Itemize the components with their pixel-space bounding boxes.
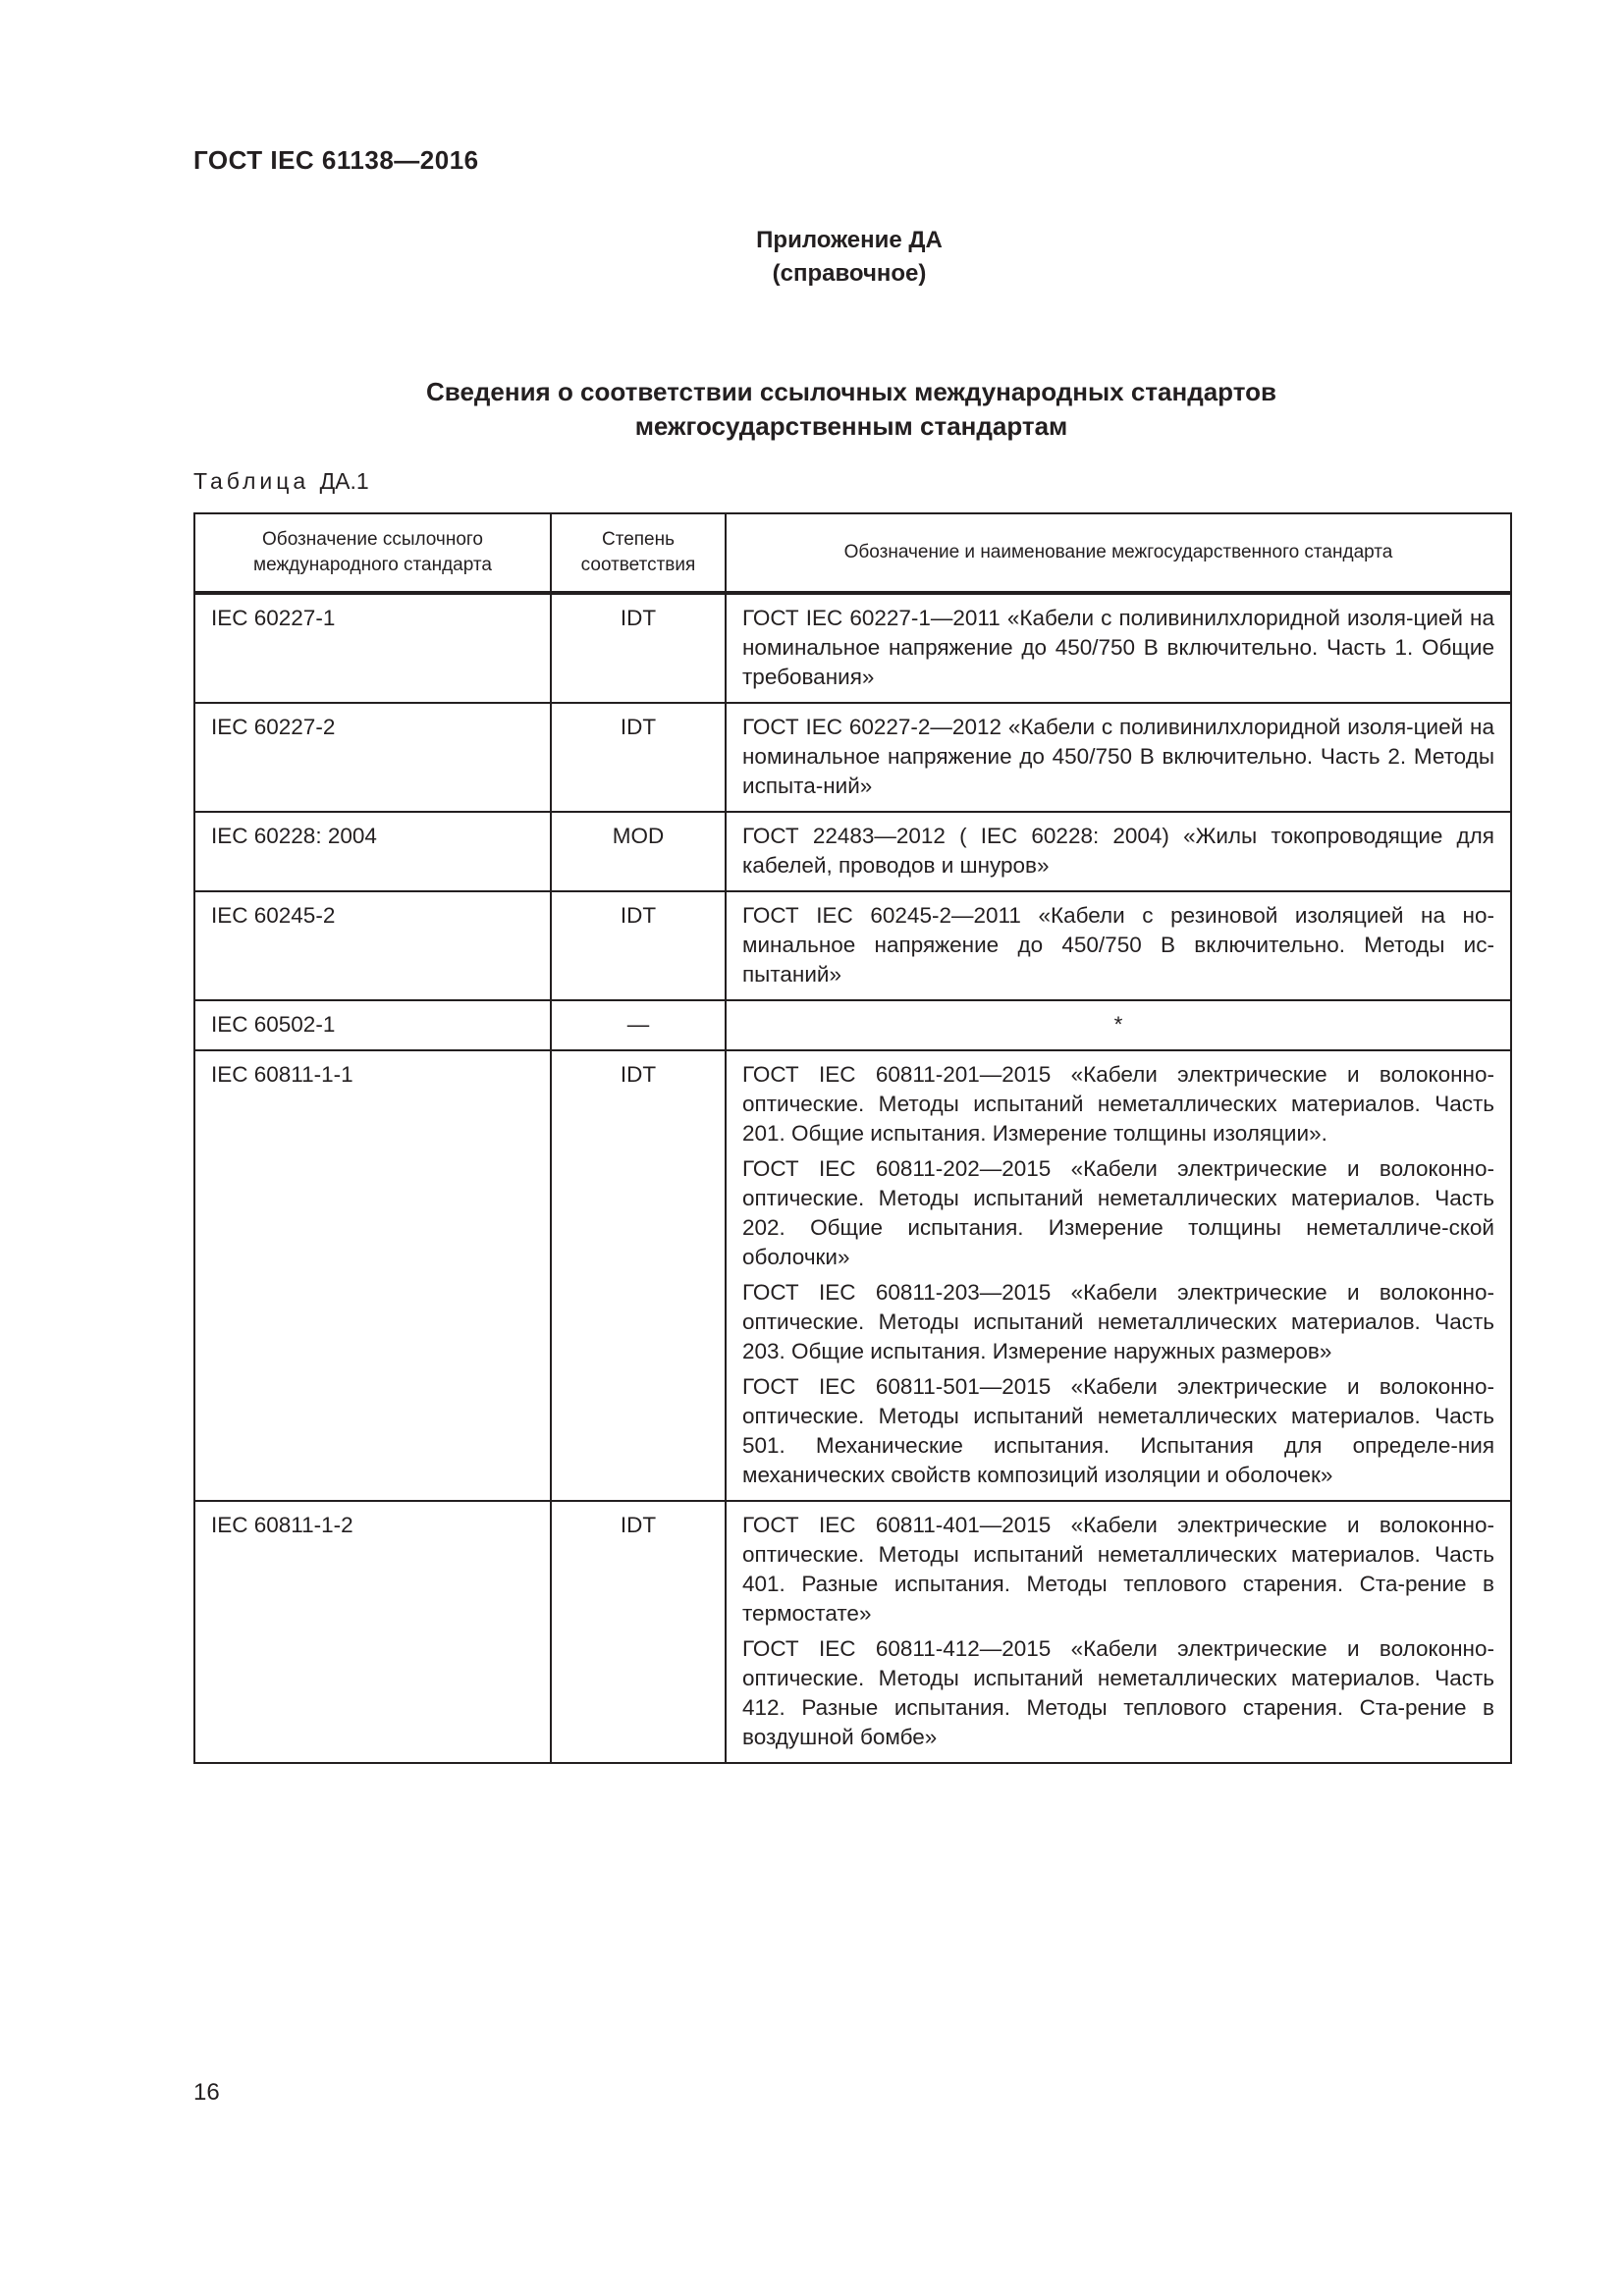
table-header-row: [194, 513, 1511, 593]
table-row: [194, 593, 1511, 703]
appendix-subtitle: (справочное): [772, 260, 927, 287]
table-body: [194, 593, 1511, 1763]
degree-cell: IDT: [551, 703, 726, 812]
section-title-line-1: Сведения о соответствии ссылочных международных стандартов: [426, 377, 1276, 406]
interstate-standard-cell: [726, 1000, 1511, 1050]
table-row: [194, 1050, 1511, 1501]
footnote-asterisk: *: [1113, 1012, 1123, 1037]
ref-standard-cell: IEC 60228: 2004: [194, 812, 551, 891]
standard-entry: [742, 1010, 1494, 1040]
degree-cell: IDT: [551, 593, 726, 703]
interstate-standard-cell: [726, 1050, 1511, 1501]
table-row: [194, 1501, 1511, 1763]
interstate-standard-cell: [726, 593, 1511, 703]
standard-entry: ГОСТ IEC 60227-2—2012 «Кабели с поливинилхлоридной изоля-цией на номинальное напряжение до 450/750 В включительно. Часть 2. Методы испыта-ний»: [742, 715, 1494, 798]
section-title-line-2: межгосударственным стандартам: [634, 411, 1068, 441]
section-title: [193, 375, 1509, 444]
document-code: ГОСТ IEC 61138—2016: [193, 145, 479, 175]
correspondence-table: [193, 512, 1512, 1764]
standard-entry: ГОСТ IEC 60811-412—2015 «Кабели электрические и волоконно-оптические. Методы испытаний неметаллических материалов. Часть 412. Разные испытания. Методы теплового старения. Ста-рение в воздушной бомбе»: [742, 1636, 1494, 1749]
ref-standard-cell: IEC 60227-2: [194, 703, 551, 812]
ref-standard-cell: IEC 60227-1: [194, 593, 551, 703]
page-number: 16: [193, 2079, 220, 2106]
ref-standard-cell: IEC 60245-2: [194, 891, 551, 1000]
standard-entry: ГОСТ IEC 60811-203—2015 «Кабели электрические и волоконно-оптические. Методы испытаний неметаллических материалов. Часть 203. Общие испытания. Измерение наружных размеров»: [742, 1280, 1494, 1363]
table-row: [194, 891, 1511, 1000]
table-label: [193, 468, 369, 495]
standard-entry: ГОСТ IEC 60811-501—2015 «Кабели электрические и волоконно-оптические. Методы испытаний неметаллических материалов. Часть 501. Механические испытания. Испытания для определе-ния механических свойств композиций изоляции и оболочек»: [742, 1374, 1494, 1487]
interstate-standard-cell: [726, 1501, 1511, 1763]
standard-entry: ГОСТ 22483—2012 ( IEC 60228: 2004) «Жилы токопроводящие для кабелей, проводов и шнуров»: [742, 824, 1494, 878]
degree-cell: MOD: [551, 812, 726, 891]
standard-entry: ГОСТ IEC 60245-2—2011 «Кабели с резиновой изоляцией на но-минальное напряжение до 450/750 В включительно. Методы ис-пытаний»: [742, 903, 1494, 987]
standard-entry: ГОСТ IEC 60811-202—2015 «Кабели электрические и волоконно-оптические. Методы испытаний неметаллических материалов. Часть 202. Общие испытания. Измерение толщины неметалличе-ской оболочки»: [742, 1156, 1494, 1269]
table-row: [194, 812, 1511, 891]
header-ref-standard: Обозначение ссылочного международного стандарта: [194, 513, 551, 593]
standard-entry: ГОСТ IEC 60811-401—2015 «Кабели электрические и волоконно-оптические. Методы испытаний неметаллических материалов. Часть 401. Разные испытания. Методы теплового старения. Ста-рение в термостате»: [742, 1513, 1494, 1626]
table-label-number: ДА.1: [319, 468, 369, 494]
degree-cell: IDT: [551, 1050, 726, 1501]
interstate-standard-cell: [726, 812, 1511, 891]
degree-cell: IDT: [551, 1501, 726, 1763]
table-label-prefix: Таблица: [193, 468, 310, 494]
ref-standard-cell: IEC 60811-1-1: [194, 1050, 551, 1501]
table-row: [194, 703, 1511, 812]
interstate-standard-cell: [726, 703, 1511, 812]
interstate-standard-cell: [726, 891, 1511, 1000]
header-interstate-standard: Обозначение и наименование межгосударственного стандарта: [726, 513, 1511, 593]
standard-entry: ГОСТ IEC 60227-1—2011 «Кабели с поливинилхлоридной изоля-цией на номинальное напряжение до 450/750 В включительно. Часть 1. Общие требования»: [742, 606, 1494, 689]
ref-standard-cell: IEC 60811-1-2: [194, 1501, 551, 1763]
degree-cell: IDT: [551, 891, 726, 1000]
header-degree: Степень соответствия: [551, 513, 726, 593]
appendix-heading: [687, 224, 1011, 291]
standard-entry: ГОСТ IEC 60811-201—2015 «Кабели электрические и волоконно-оптические. Методы испытаний неметаллических материалов. Часть 201. Общие испытания. Измерение толщины изоляции».: [742, 1062, 1494, 1146]
appendix-title: Приложение ДА: [756, 227, 943, 253]
table-row: [194, 1000, 1511, 1050]
ref-standard-cell: IEC 60502-1: [194, 1000, 551, 1050]
degree-cell: —: [551, 1000, 726, 1050]
